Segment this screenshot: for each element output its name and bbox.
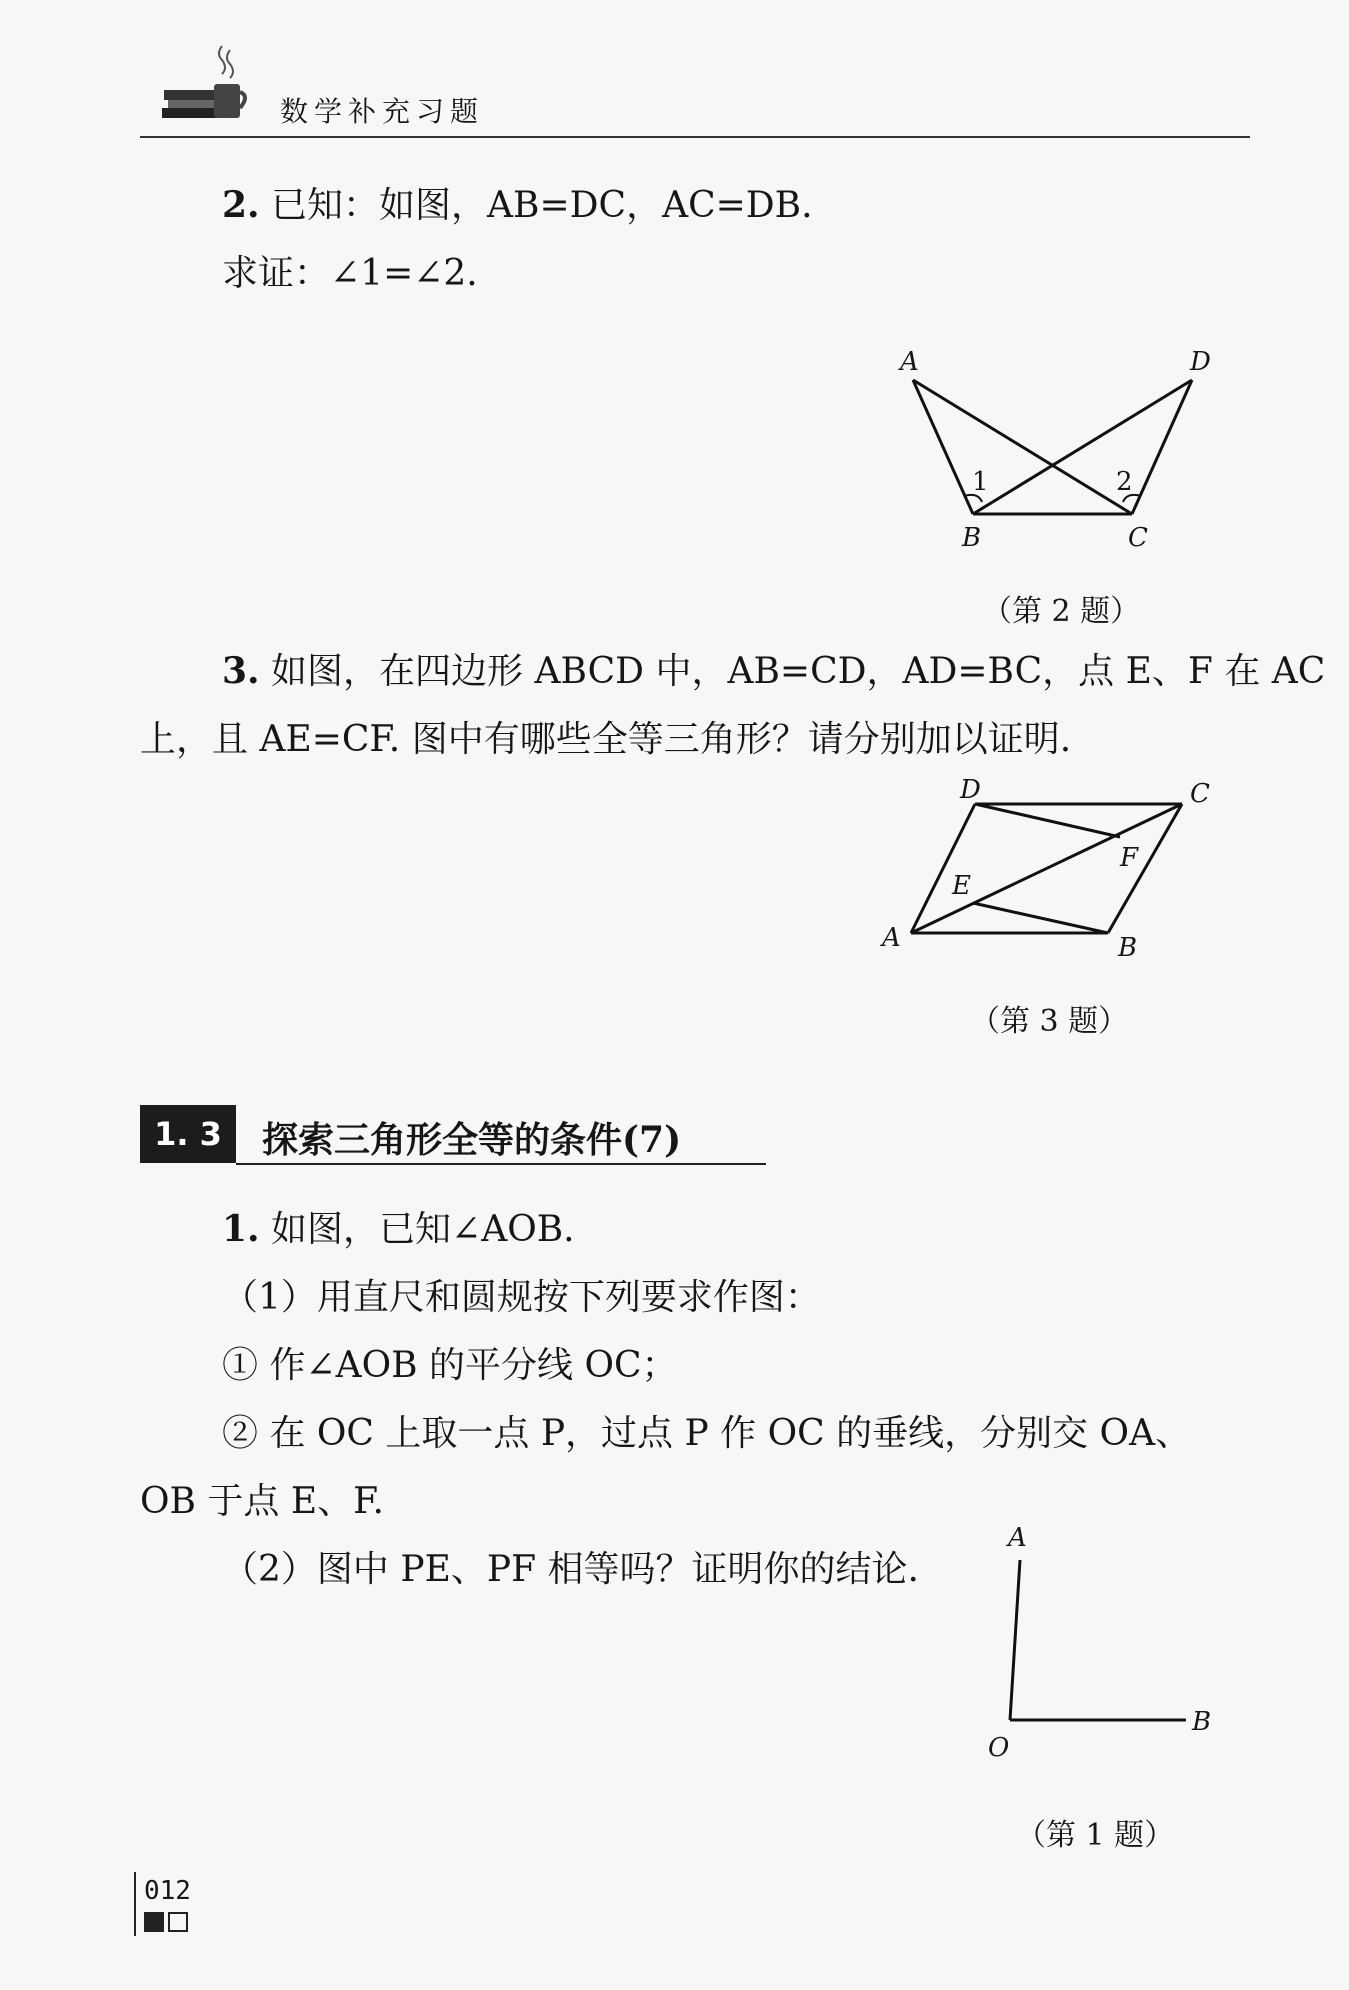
- problem1-given: 如图，已知∠AOB.: [271, 1209, 575, 1250]
- header-divider: [140, 136, 1250, 138]
- section-title: 探索三角形全等的条件(7): [262, 1119, 682, 1161]
- problem2-statement: [222, 184, 813, 227]
- problem3-line2: 上，且 AE=CF. 图中有哪些全等三角形？请分别加以证明.: [140, 719, 1072, 760]
- fig3-label-B: B: [1118, 933, 1138, 963]
- problem1-step2-cont: OB 于点 E、F.: [140, 1481, 384, 1522]
- fig3-label-D: D: [960, 775, 981, 805]
- fig2-label-C: C: [1128, 523, 1148, 553]
- empty-square-icon: [168, 1912, 188, 1932]
- problem1-statement: [222, 1208, 575, 1251]
- problem3-figure: [870, 770, 1230, 970]
- fig3-label-A: A: [882, 923, 901, 953]
- header-title: 数学补充习题: [280, 95, 485, 128]
- problem1-step1: ① 作∠AOB 的平分线 OC；: [222, 1345, 678, 1386]
- problem1-part2: （2）图中 PE、PF 相等吗？证明你的结论.: [222, 1549, 919, 1590]
- problem2-number: 2.: [222, 184, 260, 226]
- problem3-number: 3.: [222, 650, 260, 692]
- fig2-angle-2: 2: [1116, 467, 1133, 497]
- problem1-part1: （1）用直尺和圆规按下列要求作图：: [222, 1277, 821, 1318]
- fig1-label-O: O: [988, 1733, 1010, 1763]
- fig2-label-D: D: [1190, 347, 1211, 377]
- problem2-prove: 求证：∠1=∠2.: [222, 253, 478, 294]
- problem1-figure: [950, 1500, 1230, 1780]
- problem2-figure: [880, 340, 1240, 560]
- fig3-label-F: F: [1120, 843, 1139, 873]
- fig1-label-A: A: [1008, 1523, 1027, 1553]
- fig1-label-B: B: [1192, 1707, 1212, 1737]
- problem2-caption: （第 2 题）: [982, 594, 1141, 629]
- fig3-label-E: E: [952, 871, 971, 901]
- problem3-line1: 如图，在四边形 ABCD 中，AB=CD，AD=BC，点 E、F 在 AC: [271, 651, 1326, 692]
- section-underline: [236, 1163, 766, 1165]
- footer-bar: [134, 1872, 136, 1936]
- fig2-label-A: A: [900, 347, 919, 377]
- problem3-caption: （第 3 题）: [970, 1004, 1129, 1039]
- fig2-label-B: B: [962, 523, 982, 553]
- problem3-statement: [222, 650, 1325, 693]
- fig3-label-C: C: [1190, 779, 1210, 809]
- problem1-number: 1.: [222, 1208, 260, 1250]
- fig2-angle-1: 1: [972, 467, 989, 497]
- problem1-caption: （第 1 题）: [1016, 1818, 1175, 1853]
- book-cup-logo-icon: [160, 38, 250, 128]
- problem2-given: 已知：如图，AB=DC，AC=DB.: [271, 185, 813, 226]
- section-number: 1. 3: [140, 1105, 236, 1163]
- filled-square-icon: [144, 1912, 164, 1932]
- page-number: 012: [144, 1876, 191, 1906]
- problem1-step2: ② 在 OC 上取一点 P，过点 P 作 OC 的垂线，分别交 OA、: [222, 1413, 1192, 1454]
